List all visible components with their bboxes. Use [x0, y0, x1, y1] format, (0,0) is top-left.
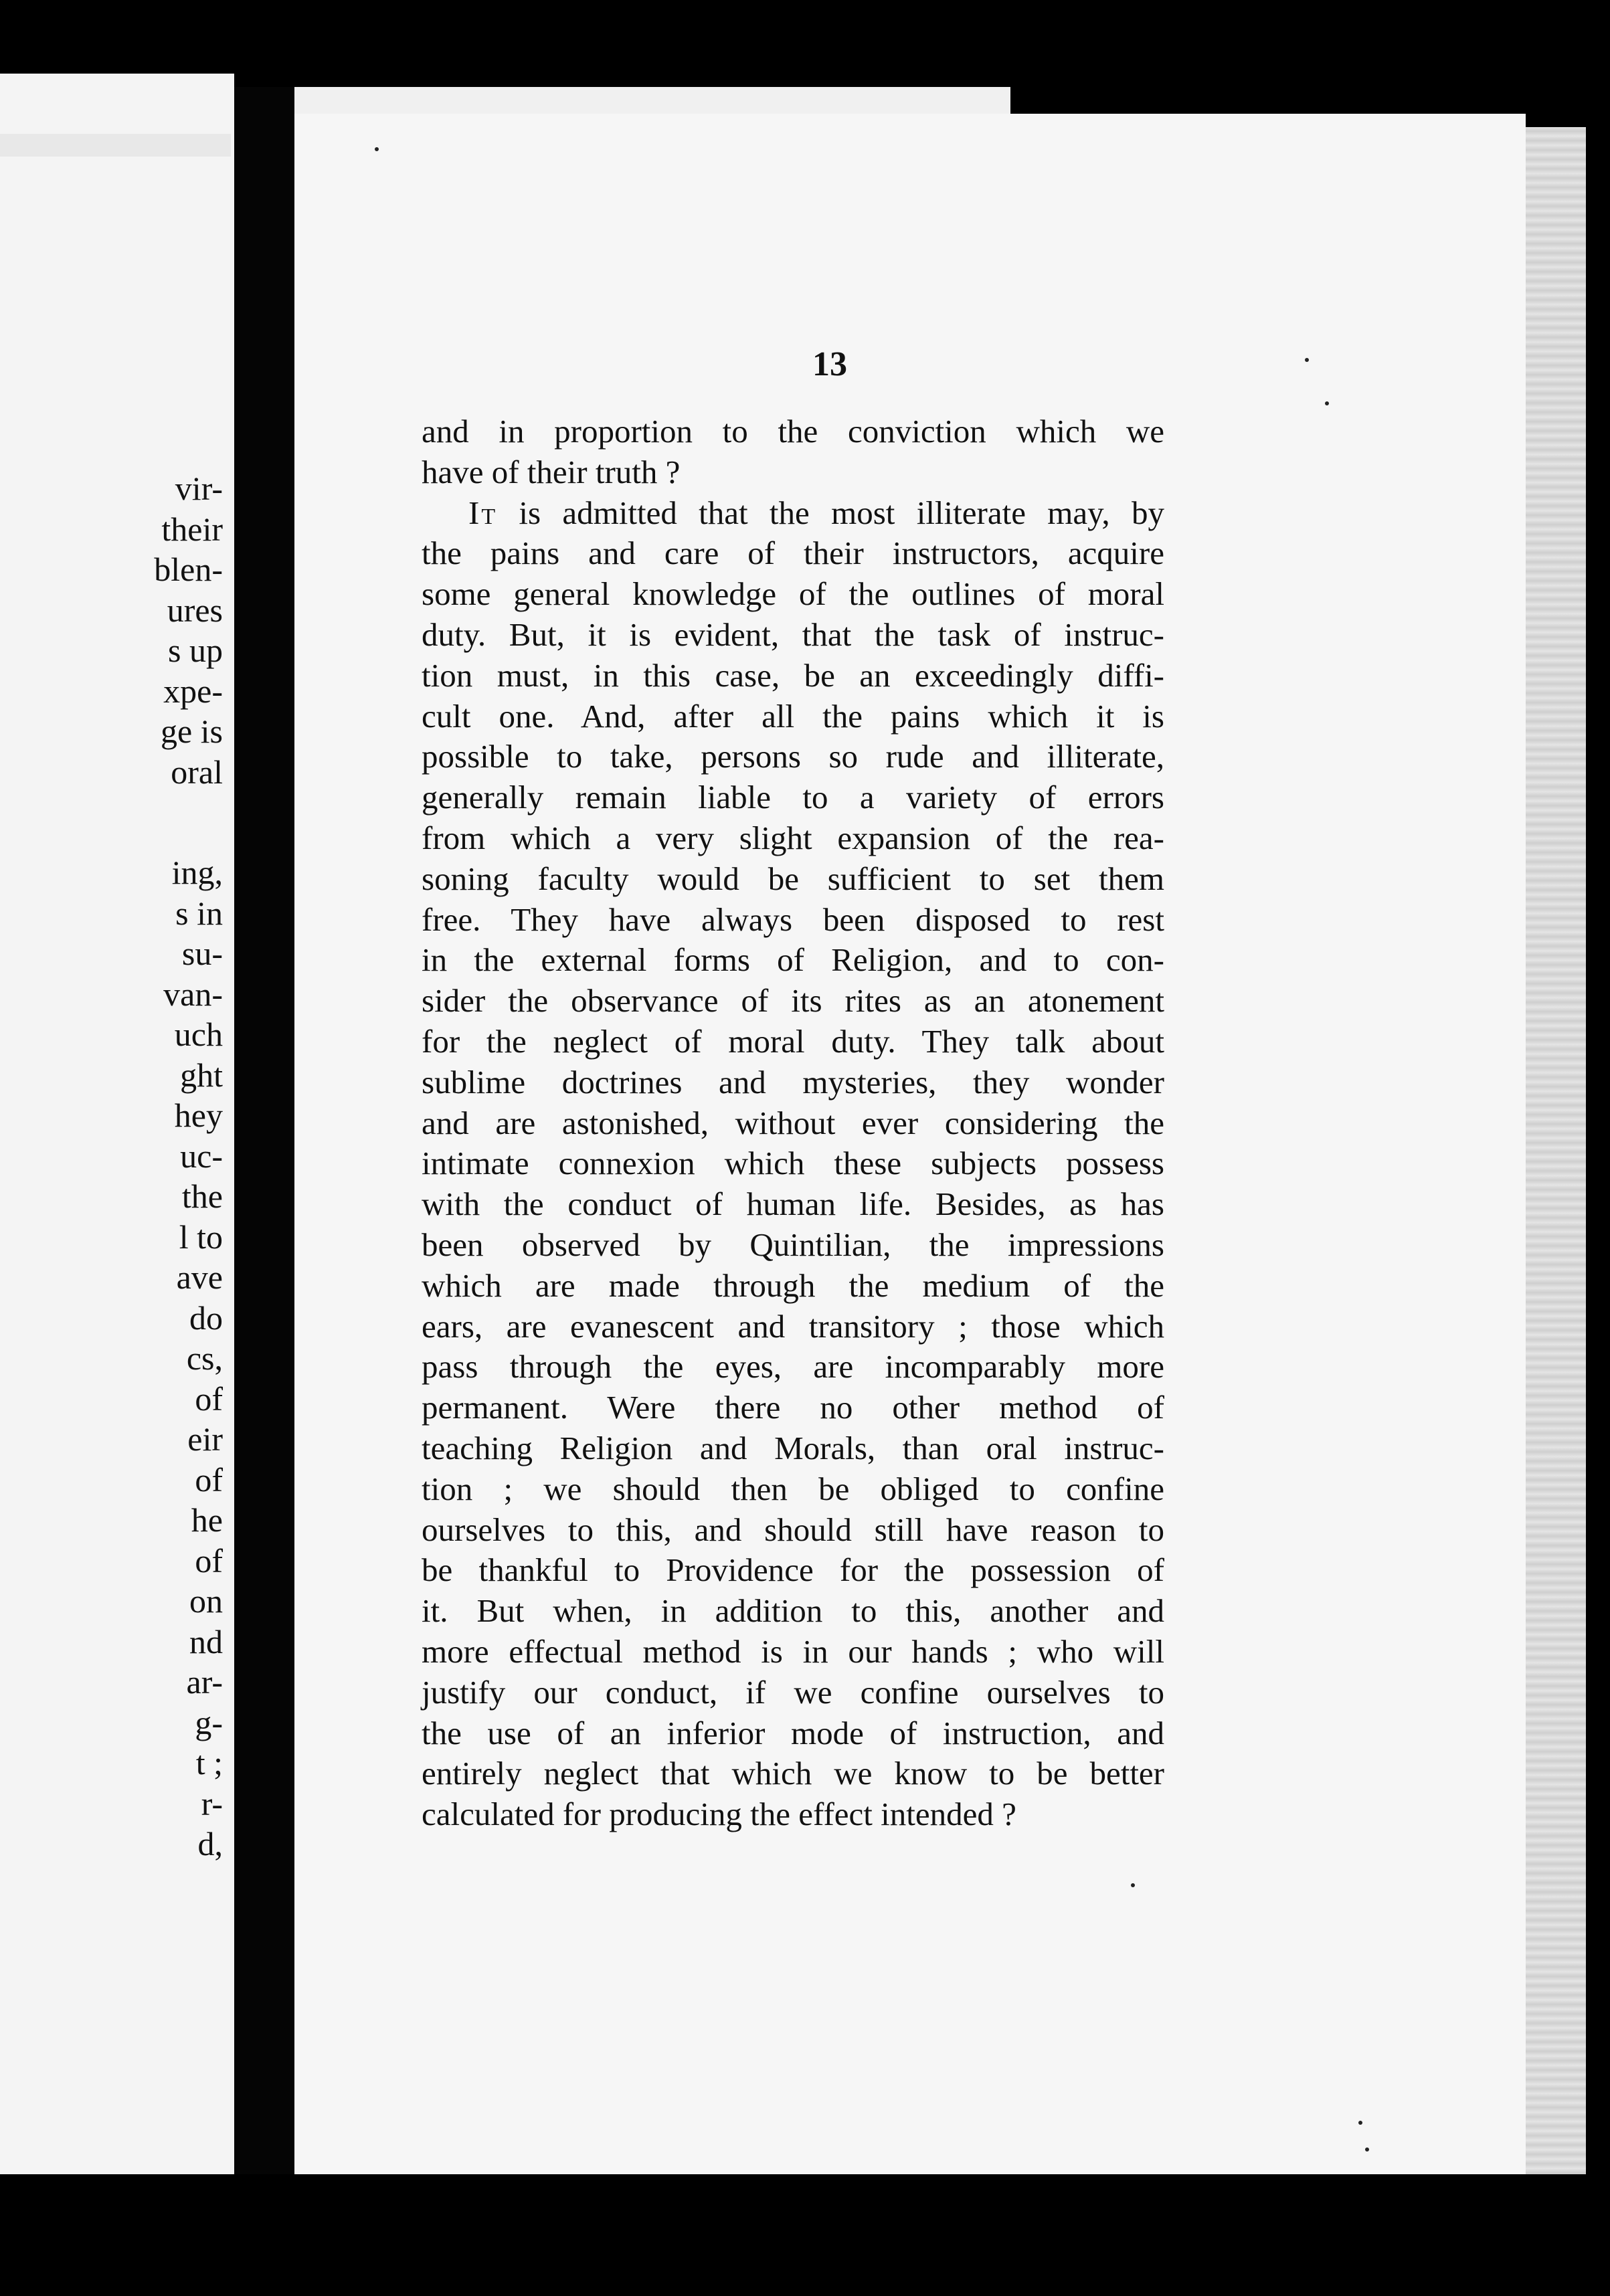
text-line [422, 493, 1164, 534]
text-line: the pains and care of their instructors, acquire [422, 535, 1164, 572]
fragment-line: s in [175, 894, 223, 932]
text-line: free. They have always been disposed to rest [422, 900, 1164, 938]
text-line: sider the observance of its rites as an atonement [422, 982, 1164, 1020]
fragment-line: eir [187, 1420, 223, 1458]
facing-page [0, 74, 234, 2174]
speck [1358, 2121, 1362, 2125]
text-line: tion must, in this case, be an exceedingly diffi- [422, 656, 1164, 694]
text-line: with the conduct of human life. Besides, as has [422, 1185, 1164, 1223]
fragment-line: on [189, 1582, 223, 1620]
fragment-line: su- [181, 935, 223, 972]
fragment-line: their [161, 510, 223, 548]
fragment-line: t ; [195, 1744, 223, 1782]
fragment-line: van- [163, 975, 223, 1013]
fragment-line: r- [201, 1784, 223, 1822]
text-line: entirely neglect that which we know to be better [422, 1755, 1164, 1792]
speck [375, 147, 379, 151]
body-text [422, 411, 1164, 1835]
fragment-line: uch [174, 1016, 223, 1053]
speck [1365, 2147, 1369, 2151]
text-line: generally remain liable to a variety of errors [422, 779, 1164, 816]
fragment-line: blen- [154, 551, 223, 588]
fragment-line: do [189, 1299, 223, 1337]
text-line: have of their truth ? [422, 453, 681, 490]
fragment-line: ing, [171, 854, 223, 891]
drop-word: It [468, 494, 498, 531]
text-line: permanent. Were there no other method of [422, 1389, 1164, 1426]
fragment-line: ar- [186, 1663, 223, 1701]
book-gutter [234, 87, 294, 2174]
fragment-line: s up [168, 632, 223, 669]
text-line: duty. But, it is evident, that the task of instruc- [422, 615, 1164, 653]
page-number: 13 [812, 345, 847, 383]
text-line: soning faculty would be sufficient to set them [422, 860, 1164, 897]
text-line-rest: is admitted that the most illiterate may, by [497, 494, 1164, 531]
text-line: and in proportion to the conviction which we [422, 413, 1164, 450]
text-line: in the external forms of Religion, and to con- [422, 941, 1164, 979]
fragment-line: ght [180, 1056, 223, 1094]
text-line: ears, are evanescent and transitory ; those which [422, 1307, 1164, 1345]
speck [1305, 358, 1309, 362]
text-line: justify our conduct, if we confine ourselves to [422, 1673, 1164, 1711]
text-line: pass through the eyes, are incomparably more [422, 1348, 1164, 1385]
fragment-line: ge is [160, 712, 223, 750]
fragment-line: ave [176, 1258, 223, 1296]
speck [1131, 1883, 1135, 1887]
fragment-line: vir- [175, 470, 223, 507]
fragment-line: hey [174, 1096, 223, 1134]
fragment-gap [0, 792, 231, 852]
text-line: possible to take, persons so rude and illiterate, [422, 738, 1164, 775]
facing-page-edge [0, 134, 231, 157]
fragment-line: nd [189, 1622, 223, 1660]
text-line: from which a very slight expansion of the rea- [422, 819, 1164, 856]
text-line: which are made through the medium of the [422, 1266, 1164, 1304]
text-line: for the neglect of moral duty. They talk about [422, 1022, 1164, 1060]
text-line: it. But when, in addition to this, another and [422, 1592, 1164, 1630]
fragment-line: the [181, 1177, 223, 1215]
fragment-line: ures [167, 591, 223, 629]
text-line: sublime doctrines and mysteries, they wonder [422, 1063, 1164, 1101]
fragment-line: l to [179, 1218, 223, 1256]
fragment-line: of [195, 1541, 223, 1580]
fragment-line: he [191, 1501, 223, 1539]
fragment-line: uc- [180, 1137, 223, 1175]
text-line: intimate connexion which these subjects possess [422, 1145, 1164, 1182]
text-line: be thankful to Providence for the possession of [422, 1551, 1164, 1589]
fragment-line: oral [171, 753, 223, 791]
fragment-line: cs, [186, 1339, 223, 1377]
text-line: tion ; we should then be obliged to confine [422, 1470, 1164, 1507]
fragment-line: xpe- [163, 672, 223, 710]
fragment-line: of [195, 1460, 223, 1499]
text-line: ourselves to this, and should still have reason to [422, 1511, 1164, 1548]
text-line: calculated for producing the effect intended ? [422, 1796, 1016, 1833]
text-line: the use of an inferior mode of instruction, and [422, 1714, 1164, 1751]
facing-page-text [0, 468, 231, 1864]
fragment-line: g- [195, 1703, 223, 1741]
text-line: more effectual method is in our hands ; who will [422, 1632, 1164, 1670]
text-line: and are astonished, without ever considering the [422, 1104, 1164, 1141]
text-line: cult one. And, after all the pains which it is [422, 697, 1164, 735]
text-line: been observed by Quintilian, the impressions [422, 1226, 1164, 1263]
fragment-line: d, [197, 1825, 223, 1862]
fragment-line: of [195, 1379, 223, 1418]
page-top-strip [294, 87, 1010, 114]
speck [1325, 401, 1329, 405]
text-line: some general knowledge of the outlines of moral [422, 575, 1164, 613]
text-line: teaching Religion and Morals, than oral instruc- [422, 1429, 1164, 1466]
